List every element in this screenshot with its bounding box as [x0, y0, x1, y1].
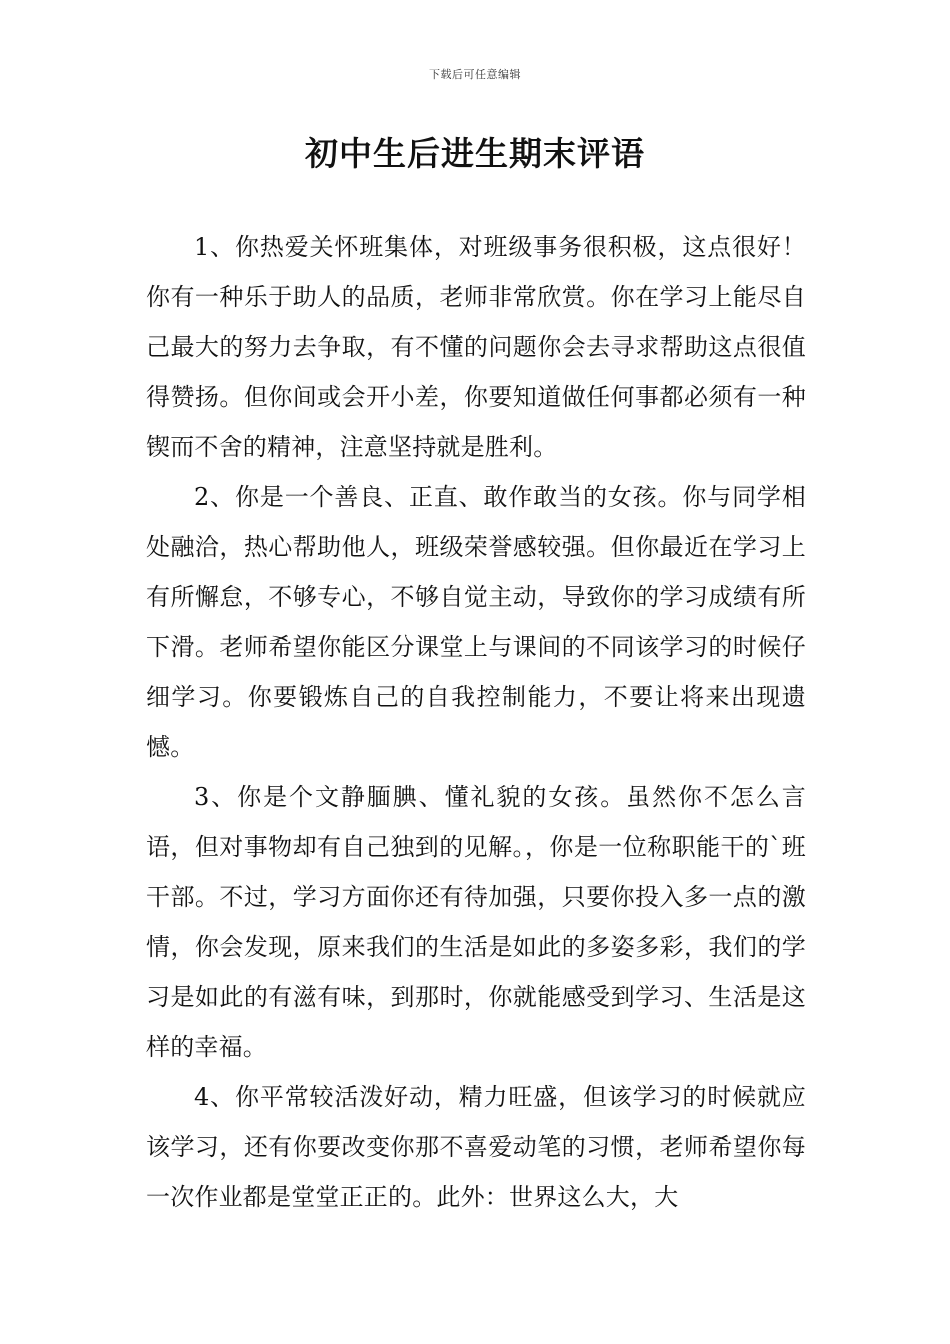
paragraph-3: 3、你是个文静腼腆、懂礼貌的女孩。虽然你不怎么言语，但对事物却有自己独到的见解。，你是一位称职能干的`班干部。不过，学习方面你还有待加强，只要你投入多一点的激情，你会发现，原来我们的生活是如此的多姿多彩，我们的学习是如此的有滋有味，到那时，你就能感受到学习、生活是这样的幸福。: [146, 783, 806, 1061]
paragraph-2: 2、你是一个善良、正直、敢作敢当的女孩。你与同学相处融洽，热心帮助他人，班级荣誉感较强。但你最近在学习上有所懈怠，不够专心，不够自觉主动，导致你的学习成绩有所下滑。老师希望你能区分课堂上与课间的不同该学习的时候仔细学习。你要锻炼自己的自我控制能力，不要让将来出现遗憾。: [146, 483, 806, 761]
paragraph-4: 4、你平常较活泼好动，精力旺盛，但该学习的时候就应该学习，还有你要改变你那不喜爱动笔的习惯，老师希望你每一次作业都是堂堂正正的。此外：世界这么大，大: [146, 1083, 806, 1211]
paragraph-1: 1、你热爱关怀班集体，对班级事务很积极，这点很好！你有一种乐于助人的品质，老师非常欣赏。你在学习上能尽自己最大的努力去争取，有不懂的问题你会去寻求帮助这点很值得赞扬。但你间或会开小差，你要知道做任何事都必须有一种锲而不舍的精神，注意坚持就是胜利。: [146, 233, 806, 461]
document-body: [146, 222, 806, 1222]
page-header-note: 下载后可任意编辑: [429, 68, 521, 81]
document-title: 初中生后进生期末评语: [305, 134, 645, 173]
